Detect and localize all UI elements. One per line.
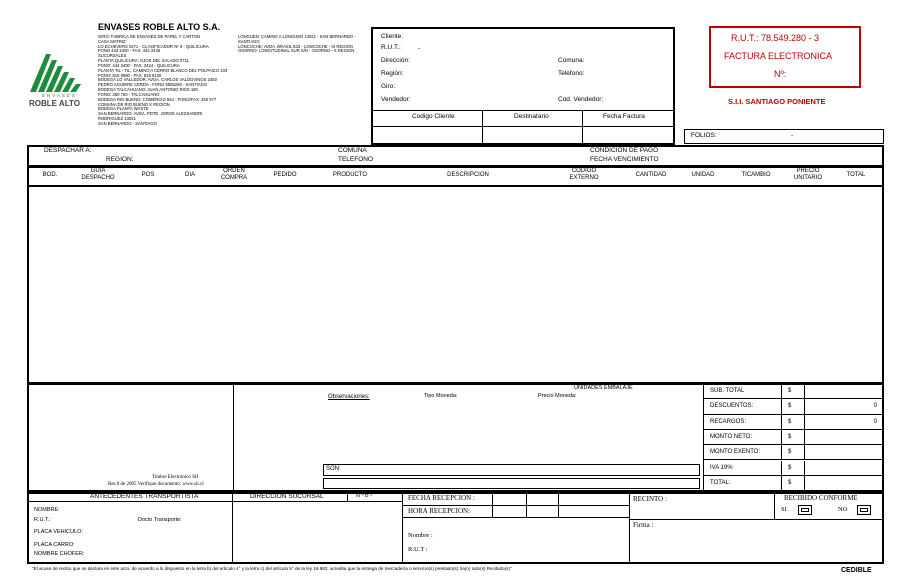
carrier-rut-label: R.U.T.: [34, 517, 51, 523]
logo-brand-big: ROBLE ALTO [29, 99, 80, 108]
company-branch-line: LONCOCHE: AVDA. BRASIL 833 - LONCOCHE - IX REGION [238, 43, 353, 49]
column-header: POS [141, 172, 155, 178]
folios-label: FOLIOS: [691, 132, 717, 139]
signature-label: Firma : [633, 521, 654, 529]
sii-office: S.I.I. SANTIAGO PONIENTE [728, 97, 826, 106]
column-header: TICAMBIO [741, 172, 771, 178]
reception-date-label: FECHA RECEPCION : [408, 494, 475, 502]
transport-doc-label: Docto Transporte: [138, 517, 182, 523]
column-header: BOD. [42, 172, 58, 178]
company-branch-line: LONGUEN: CAMINO A LONGUEN 13021 - SAN BERNARDO - SANTIAGO [238, 34, 356, 44]
company-logo [28, 44, 90, 108]
company-info-right [238, 35, 368, 54]
column-header: CODIGO EXTERNO [569, 168, 599, 181]
trailer-plate-label: PLACA CARRO: [34, 542, 75, 548]
column-header: ORDEN COMPRA [220, 168, 248, 181]
totals-label: IVA 19% [710, 464, 733, 471]
dispatch-box [27, 145, 884, 167]
totals-label: MONTO EXENTO: [710, 449, 761, 456]
column-header: PEDIDO [273, 172, 297, 178]
column-header: TOTAL [846, 172, 866, 178]
company-info-line: SAN BERNARDO - SANTIAGO [98, 120, 157, 126]
legal-notice: "El acuse de recibo que se declara en este acto, de acuerdo a lo dispuesto en la letra b) del artículo 4° y la letra c) del artículo 5° de la ley 19.983, acredita que la entrega de mercadería o servicio(s) prestado(s) ha(n) sido(s) Recibido(s)" [32, 566, 512, 571]
yes-label: SI [781, 506, 787, 513]
rut-number: R.U.T.: 78.549.280 - 3 [731, 33, 820, 43]
totals-value: 0 [873, 403, 877, 410]
column-header: PRODUCTO [332, 172, 368, 178]
column-header: UNIDAD [691, 172, 715, 178]
totals-row [704, 415, 883, 430]
totals-value: 0 [873, 418, 877, 425]
totals-currency: $ [788, 388, 792, 394]
reception-time-label: HORA RECEPCION: [408, 507, 471, 515]
totals-currency: $ [788, 479, 792, 486]
client-rut-label: R.U.T.: [381, 44, 401, 51]
site-label: RECINTO : [633, 495, 667, 503]
company-branch-line: OSORNO: LONGITUDINAL SUR S/N - OSORNO - X REGION [238, 48, 355, 54]
company-info-line: BODEGA PLANTA WASTE [98, 106, 149, 112]
totals-row [704, 430, 883, 445]
recipient-header: Destinatario [514, 113, 549, 120]
totals-label: SUB. TOTAL [710, 388, 745, 394]
company-info-line: FONO 444 2400 - FAX: 444 2446 [98, 48, 161, 54]
totals-label: MONTO NETO: [710, 433, 753, 440]
client-label: Cliente: [381, 33, 404, 40]
dispatch-phone-label: TELEFONO [338, 156, 374, 163]
company-info-line: BODEGA LO VALLEDOR: AVDA. CARLOS VALDOVINOS 2450 [98, 77, 217, 83]
dispatch-to-label: DESPACHAR A: [44, 147, 92, 154]
no-label: NO [838, 506, 848, 513]
company-info-line: FONO: 816 8080 - FAX: 816 8130 [98, 72, 162, 78]
totals-currency: $ [788, 433, 792, 440]
totals-row [704, 476, 883, 491]
currency-type-label: Tipo Moneda: [424, 393, 458, 399]
company-info-line: FONO: 350 750 - TALCAHUANO [98, 91, 160, 97]
items-table [27, 166, 884, 384]
client-box [371, 27, 675, 145]
invoice-date-header: Fecha Factura [603, 113, 645, 120]
received-ok-label: RECIBIDO CONFORME [784, 494, 858, 502]
totals-currency: $ [788, 464, 792, 471]
vehicle-plate-label: PLACA VEHICULO: [34, 529, 83, 535]
nro-header: N º B º [356, 493, 373, 499]
client-commune-label: Comuna: [558, 57, 585, 64]
totals-label: DESCUENTOS: [710, 403, 754, 410]
client-seller-label: Vendedor: [381, 96, 411, 103]
totals-row [704, 384, 883, 399]
branch-address-header: DIRECCION SUCURSAL [250, 493, 324, 500]
packing-units-label: UNIDADES EMBALAJE [574, 385, 633, 391]
company-info-line: PEDRO AGUIRRE CERDA - FONO 5555286 - SANTIAGO [98, 82, 208, 88]
client-giro-label: Giro: [381, 83, 396, 90]
client-phone-label: Telefono: [558, 70, 585, 77]
totals-currency: $ [788, 418, 792, 425]
company-info-line: PLANTA TIL - TIL: CAMINO A CERRO BLANCO DEL POLPAICO 103 [98, 67, 228, 73]
company-info-left [98, 35, 236, 127]
client-region-label: Región: [381, 70, 404, 77]
column-header: CANTIDAD [635, 172, 667, 178]
amount-in-words-box [323, 464, 700, 476]
currency-price-label: Precio Moneda: [538, 393, 577, 399]
folios-value: - [791, 132, 794, 139]
client-seller-code-label: Cod. Vendedor: [558, 96, 604, 103]
stamp-verify-label: Res.0 de 2005 Verifique documento: www.sii.cl [108, 482, 204, 487]
observations-label: Observaciones: [328, 394, 370, 400]
totals-row [704, 445, 883, 460]
son-extra-box [323, 478, 700, 489]
company-info-line: COMUNA DE RIO BUENO X REGION [98, 101, 170, 107]
totals-label: TOTAL: [710, 479, 731, 486]
yes-checkbox[interactable] [798, 505, 812, 515]
carrier-header: ANTECEDENTES TRANSPORTISTA [90, 493, 199, 500]
company-info-line: LO ECHEVERS 0271 - CLASIFICADOR Nº 3 - QUILICURA [98, 43, 209, 49]
column-header: PRECIO UNITARIO [793, 168, 823, 181]
receiver-name-label: Nombre : [408, 532, 433, 539]
company-info-line: CASA MATRIZ: [98, 38, 127, 44]
logo-graphic [28, 44, 90, 94]
company-info-line: FONO: 444 2400 - FAX: 2424 - QUILICURA [98, 62, 180, 68]
company-info-line: SAN BERNARDO: AVDA. PDTE. JORGE ALESSANDRI [98, 111, 203, 117]
client-rut-dash: - [418, 45, 421, 52]
client-address-label: Dirección: [381, 57, 410, 64]
electronic-stamp-label: Timbre Electrónico SII [152, 475, 199, 480]
company-info-line: SUCURSALES [98, 53, 127, 59]
payment-condition-label: CONDICION DE PAGO [590, 147, 659, 154]
dispatch-commune-label: COMUNA [338, 147, 367, 154]
company-info-line: BODEGA RIO BUENO: COMERCIO 944 - FONO/FAX: 340 577 [98, 96, 217, 102]
transport-section [27, 492, 884, 564]
no-checkbox[interactable] [857, 505, 871, 515]
totals-row [704, 461, 883, 476]
column-header: GUIA DESPACHO [81, 168, 115, 181]
driver-name-label: NOMBRE CHOFER: [34, 551, 85, 557]
totals-label: RECARGOS: [710, 418, 747, 425]
dispatch-region-label: REGION: [106, 156, 134, 163]
totals-row [704, 399, 883, 414]
due-date-label: FECHA VENCIMIENTO [590, 156, 659, 163]
company-info-line: PLANTA QUILICURA: OJOS DEL SALADO 0711 [98, 58, 189, 64]
logo-brand-small: ENVASES [42, 93, 77, 98]
company-info-line: GIRO: FABRICA DE ENVASES DE PAPEL Y CARTON [98, 34, 201, 39]
company-name: ENVASES ROBLE ALTO S.A. [98, 22, 221, 32]
company-info-line: BODEGA TALCAHUANO: JUAN ANTONIO RIOS 180 [98, 87, 198, 93]
totals-currency: $ [788, 403, 792, 410]
column-header: DIA [184, 172, 195, 178]
client-code-header: Codigo Cliente [412, 113, 455, 120]
document-type: FACTURA ELECTRONICA [724, 51, 833, 61]
cedible-label: CEDIBLE [841, 567, 872, 574]
carrier-name-label: NOMBRE: [34, 507, 60, 513]
column-header: DESCRIPCION [447, 172, 489, 178]
company-info-line: RODRIGUEZ 13021 [98, 116, 136, 122]
totals-currency: $ [788, 449, 792, 456]
receiver-rut-label: R.U.T : [408, 546, 428, 553]
document-number: Nº: [774, 69, 787, 79]
amount-in-words-label: SON: [326, 466, 341, 472]
